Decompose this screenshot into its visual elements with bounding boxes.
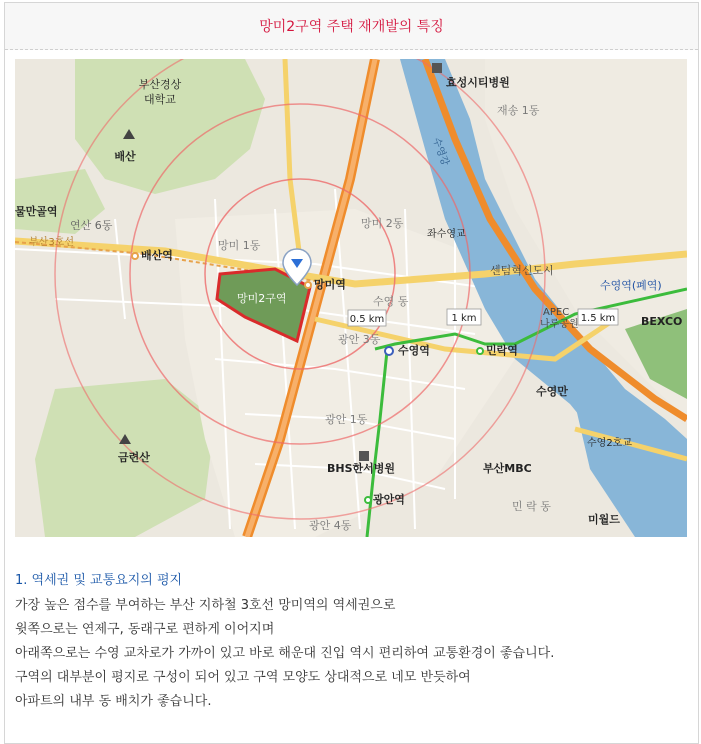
label-river: 수영강 xyxy=(430,136,451,168)
panel-header xyxy=(5,3,698,50)
label-univ-line2: 대학교 xyxy=(144,93,176,106)
label-suyeong-dong: 수영 동 xyxy=(373,295,409,308)
svg-text:1 km: 1 km xyxy=(451,313,477,324)
label-miworld: 미월드 xyxy=(588,513,620,526)
hospital-icon xyxy=(359,451,369,461)
distance-label-1-5km xyxy=(578,309,618,325)
label-gwangan-station: 광안역 xyxy=(373,493,405,506)
station-marker xyxy=(385,347,393,355)
label-apec-line1: APEC xyxy=(543,307,570,318)
label-minlak-station: 민락역 xyxy=(486,344,518,357)
label-jaesong: 재송 1동 xyxy=(497,104,540,117)
label-busanmbc: 부산MBC xyxy=(483,462,532,475)
label-jwasuyeonggyo: 좌수영교 xyxy=(427,229,466,240)
label-suyeongman: 수영만 xyxy=(536,385,568,398)
label-suyeong-station: 수영역 xyxy=(398,344,430,357)
label-yeonsan6: 연산 6동 xyxy=(70,219,113,232)
label-geumnyeonsan: 금련산 xyxy=(118,451,150,464)
label-gwangan4: 광안 4동 xyxy=(309,519,352,532)
station-marker xyxy=(365,497,371,503)
label-apec-line2: 나루공원 xyxy=(540,319,579,330)
label-suyeong2ho: 수영2호교 xyxy=(587,438,633,449)
content-panel xyxy=(4,2,699,744)
label-baesan-station: 배산역 xyxy=(141,249,173,262)
distance-label-1km xyxy=(447,309,481,325)
station-marker xyxy=(305,282,311,288)
label-mangmi1: 망미 1동 xyxy=(218,239,261,252)
zone-label: 망미2구역 xyxy=(237,292,287,305)
label-gwangan1: 광안 1동 xyxy=(325,413,368,426)
location-map[interactable] xyxy=(15,59,687,537)
label-baesan-mountain: 배산 xyxy=(114,150,136,163)
label-line3: 부산3호선 xyxy=(29,237,75,248)
label-mangmi-station: 망미역 xyxy=(314,278,346,291)
section-line: 아파트의 내부 동 배치가 좋습니다. xyxy=(15,694,212,709)
label-bexco: BEXCO xyxy=(641,315,683,328)
label-gwangan3: 광안 3동 xyxy=(338,333,381,346)
label-mangmi2: 망미 2동 xyxy=(361,217,404,230)
label-hospital-hyoseong: 효성시티병원 xyxy=(446,76,510,89)
section-line: 가장 높은 점수를 부여하는 부산 지하철 3호선 망미역의 역세권으로 xyxy=(15,598,396,613)
hospital-icon xyxy=(432,63,442,73)
label-suyeong-old-station: 수영역(폐역) xyxy=(600,279,662,292)
label-bhs-hospital: BHS한서병원 xyxy=(327,462,396,475)
station-marker xyxy=(477,348,483,354)
svg-text:1.5 km: 1.5 km xyxy=(580,313,616,324)
section-line: 구역의 대부분이 평지로 구성이 되어 있고 구역 모양도 상대적으로 네모 반듯하여 xyxy=(15,670,471,685)
label-mulman: 물만골역 xyxy=(15,205,58,218)
section-line: 윗쪽으로는 연제구, 동래구로 편하게 이어지며 xyxy=(15,622,275,637)
svg-text:0.5 km: 0.5 km xyxy=(349,314,385,325)
feature-section xyxy=(15,569,685,714)
distance-label-0-5km xyxy=(348,310,386,326)
page-title: 망미2구역 주택 재개발의 특징 xyxy=(259,19,444,35)
label-minlak-dong: 민 락 동 xyxy=(512,500,551,513)
section-heading: 1. 역세권 및 교통요지의 평지 xyxy=(15,573,183,588)
station-marker xyxy=(132,253,138,259)
label-centum: 센텀혁신도시 xyxy=(490,264,554,277)
map-canvas xyxy=(15,59,687,537)
label-univ-line1: 부산경상 xyxy=(138,78,182,91)
section-line: 아래쪽으로는 수영 교차로가 가까이 있고 바로 해운대 진입 역시 편리하여 교통환경이 좋습니다. xyxy=(15,646,555,661)
